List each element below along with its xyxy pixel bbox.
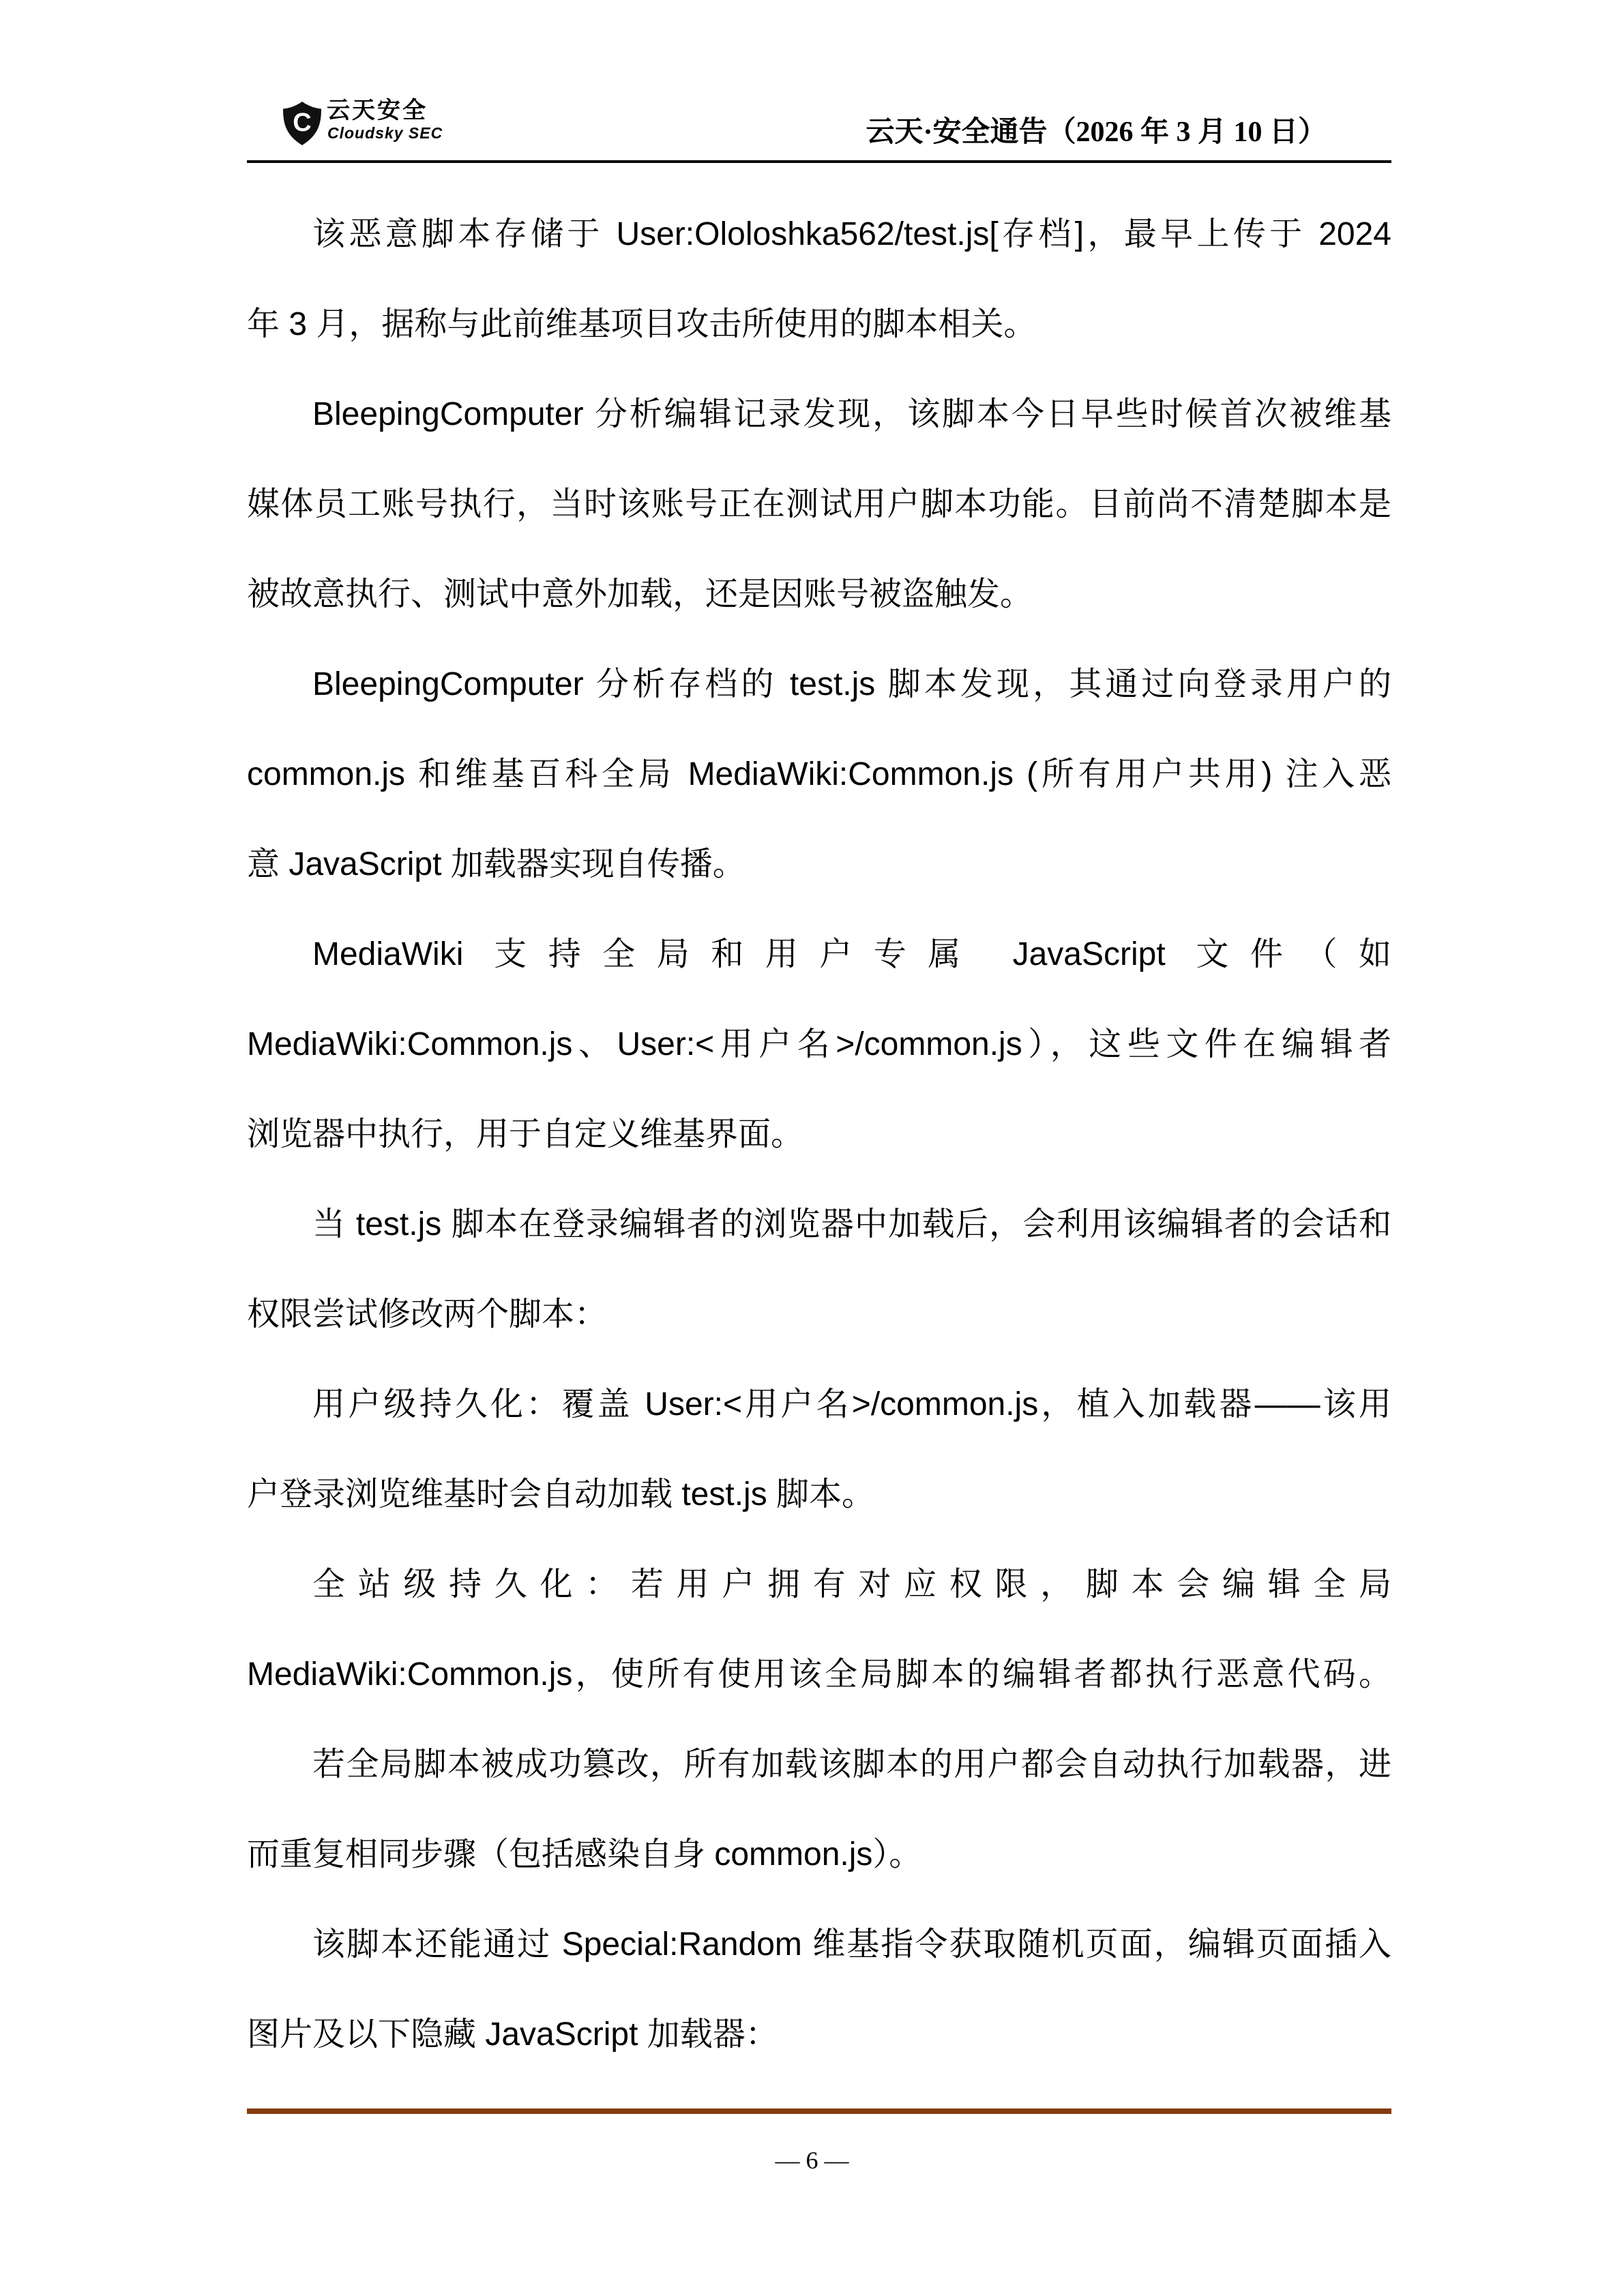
body-line: 年 3 月，据称与此前维基项目攻击所使用的脚本相关。 [247, 306, 1037, 342]
body-line: 而重复相同步骤（包括感染自身 common.js）。 [247, 1836, 922, 1873]
header-title: 云天·安全通告（2026 年 3 月 10 日） [866, 117, 1327, 148]
body-line: common.js 和维基百科全局 MediaWiki:Common.js (所有用户共用) 注入恶 [247, 756, 1391, 792]
body-line: MediaWiki:Common.js、User:<用户名>/common.js），这些文件在编辑者 [247, 1026, 1391, 1062]
body-line: 图片及以下隐藏 JavaScript 加载器： [247, 2016, 778, 2053]
body-line: 用户级持久化：覆盖 User:<用户名>/common.js，植入加载器——该用 [312, 1386, 1391, 1422]
body-line: 媒体员工账号执行，当时该账号正在测试用户脚本功能。目前尚不清楚脚本是 [247, 486, 1391, 522]
body-line: 户登录浏览维基时会自动加载 test.js 脚本。 [247, 1476, 875, 1512]
body-line: 浏览器中执行，用于自定义维基界面。 [247, 1116, 804, 1152]
body-line: MediaWiki:Common.js，使所有使用该全局脚本的编辑者都执行恶意代码。 [247, 1656, 1391, 1693]
header-rule [247, 160, 1391, 163]
body-line: 全站级持久化：若用户拥有对应权限，脚本会编辑全局 [312, 1566, 1391, 1602]
body-line: 该脚本还能通过 Special:Random 维基指令获取随机页面，编辑页面插入 [312, 1926, 1391, 1963]
body-line: 当 test.js 脚本在登录编辑者的浏览器中加载后，会利用该编辑者的会话和 [312, 1206, 1391, 1242]
body-line: 若全局脚本被成功篡改，所有加载该脚本的用户都会自动执行加载器，进 [312, 1746, 1391, 1783]
body-lines [247, 190, 1391, 2080]
body-line: 意 JavaScript 加载器实现自传播。 [247, 846, 745, 882]
body-line: 权限尝试修改两个脚本： [247, 1296, 608, 1332]
brand-name-en: Cloudsky SEC [327, 124, 443, 142]
body-line: 被故意执行、测试中意外加载，还是因账号被盗触发。 [247, 576, 1033, 612]
logo-letter: C [293, 108, 312, 137]
body-line: 该恶意脚本存储于 User:Ololoshka562/test.js[存档]，最早上传于 2024 [312, 216, 1391, 252]
body-line: MediaWiki 支持全局和用户专属 JavaScript 文件（如 [312, 936, 1391, 972]
body-line: BleepingComputer 分析编辑记录发现，该脚本今日早些时候首次被维基 [312, 396, 1391, 432]
brand-name-cn: 云天安全 [327, 98, 428, 123]
footer-rule [247, 2108, 1391, 2114]
body-line: BleepingComputer 分析存档的 test.js 脚本发现，其通过向登录用户的 [312, 666, 1391, 702]
page-number: — 6 — [775, 2147, 849, 2174]
